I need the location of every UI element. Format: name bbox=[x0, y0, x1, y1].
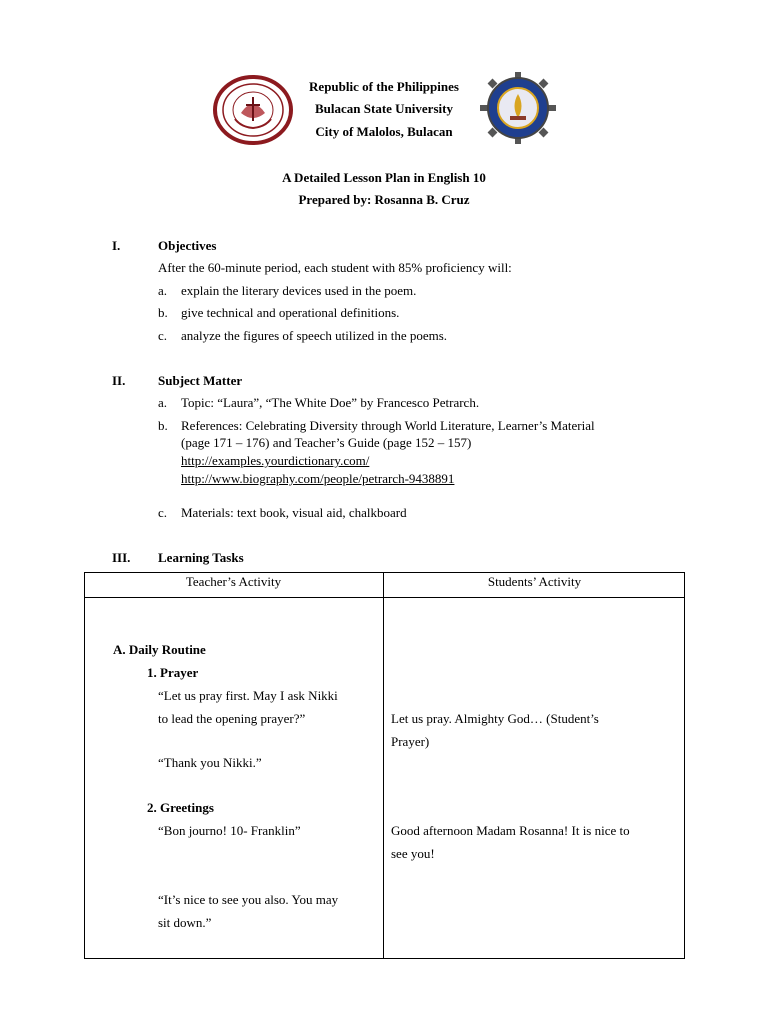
teacher-greeting: “Bon journo! 10- Franklin” bbox=[158, 823, 301, 838]
student-greeting-line1: Good afternoon Madam Rosanna! It is nice to bbox=[391, 823, 630, 838]
table-header-divider bbox=[84, 597, 685, 598]
section-title-objectives: Objectives bbox=[158, 238, 217, 253]
teacher-prayer-line1: “Let us pray first. May I ask Nikki bbox=[158, 688, 338, 703]
greetings-heading: 2. Greetings bbox=[147, 800, 214, 815]
document-title: A Detailed Lesson Plan in English 10 bbox=[282, 170, 486, 185]
prepared-by: Prepared by: Rosanna B. Cruz bbox=[298, 192, 470, 207]
header-city: City of Malolos, Bulacan bbox=[315, 124, 453, 139]
teacher-thanks: “Thank you Nikki.” bbox=[158, 755, 262, 770]
subject-references-line2: (page 171 – 176) and Teacher’s Guide (page 152 – 157) bbox=[181, 435, 472, 450]
daily-routine-heading: A. Daily Routine bbox=[113, 642, 206, 657]
header-republic: Republic of the Philippines bbox=[309, 79, 459, 94]
prayer-heading: 1. Prayer bbox=[147, 665, 199, 680]
teacher-greeting-reply-line2: sit down.” bbox=[158, 915, 212, 930]
subject-materials: Materials: text book, visual aid, chalkboard bbox=[181, 505, 407, 520]
subject-letter: b. bbox=[158, 418, 168, 433]
section-number-learning-tasks: III. bbox=[112, 550, 131, 565]
section-number-objectives: I. bbox=[112, 238, 121, 253]
section-title-subject-matter: Subject Matter bbox=[158, 373, 243, 388]
objective-item: analyze the figures of speech utilized in the poems. bbox=[181, 328, 448, 343]
subject-topic: Topic: “Laura”, “The White Doe” by Francesco Petrarch. bbox=[181, 395, 480, 410]
student-prayer-line1: Let us pray. Almighty God… (Student’s bbox=[391, 711, 599, 726]
header-university: Bulacan State University bbox=[315, 101, 453, 116]
student-prayer-line2: Prayer) bbox=[391, 734, 430, 749]
objective-letter: b. bbox=[158, 305, 168, 320]
objective-item: give technical and operational definitions. bbox=[181, 305, 400, 320]
student-greeting-line2: see you! bbox=[391, 846, 435, 861]
section-number-subject-matter: II. bbox=[112, 373, 126, 388]
subject-letter: a. bbox=[158, 395, 168, 410]
column-header-students: Students’ Activity bbox=[487, 574, 582, 589]
table-column-divider bbox=[383, 572, 384, 959]
section-title-learning-tasks: Learning Tasks bbox=[158, 550, 244, 565]
objective-item: explain the literary devices used in the poem. bbox=[181, 283, 417, 298]
reference-link-biography[interactable]: http://www.biography.com/people/petrarch-9438891 bbox=[181, 471, 455, 486]
objective-letter: c. bbox=[158, 328, 168, 343]
subject-references-line1: References: Celebrating Diversity through World Literature, Learner’s Material bbox=[181, 418, 595, 433]
teacher-prayer-line2: to lead the opening prayer?” bbox=[158, 711, 306, 726]
objective-letter: a. bbox=[158, 283, 168, 298]
teacher-greeting-reply-line1: “It’s nice to see you also. You may bbox=[158, 892, 339, 907]
reference-link-yourdictionary[interactable]: http://examples.yourdictionary.com/ bbox=[181, 453, 370, 468]
column-header-teacher: Teacher’s Activity bbox=[185, 574, 282, 589]
objectives-intro: After the 60-minute period, each student with 85% proficiency will: bbox=[158, 260, 512, 275]
subject-letter: c. bbox=[158, 505, 168, 520]
